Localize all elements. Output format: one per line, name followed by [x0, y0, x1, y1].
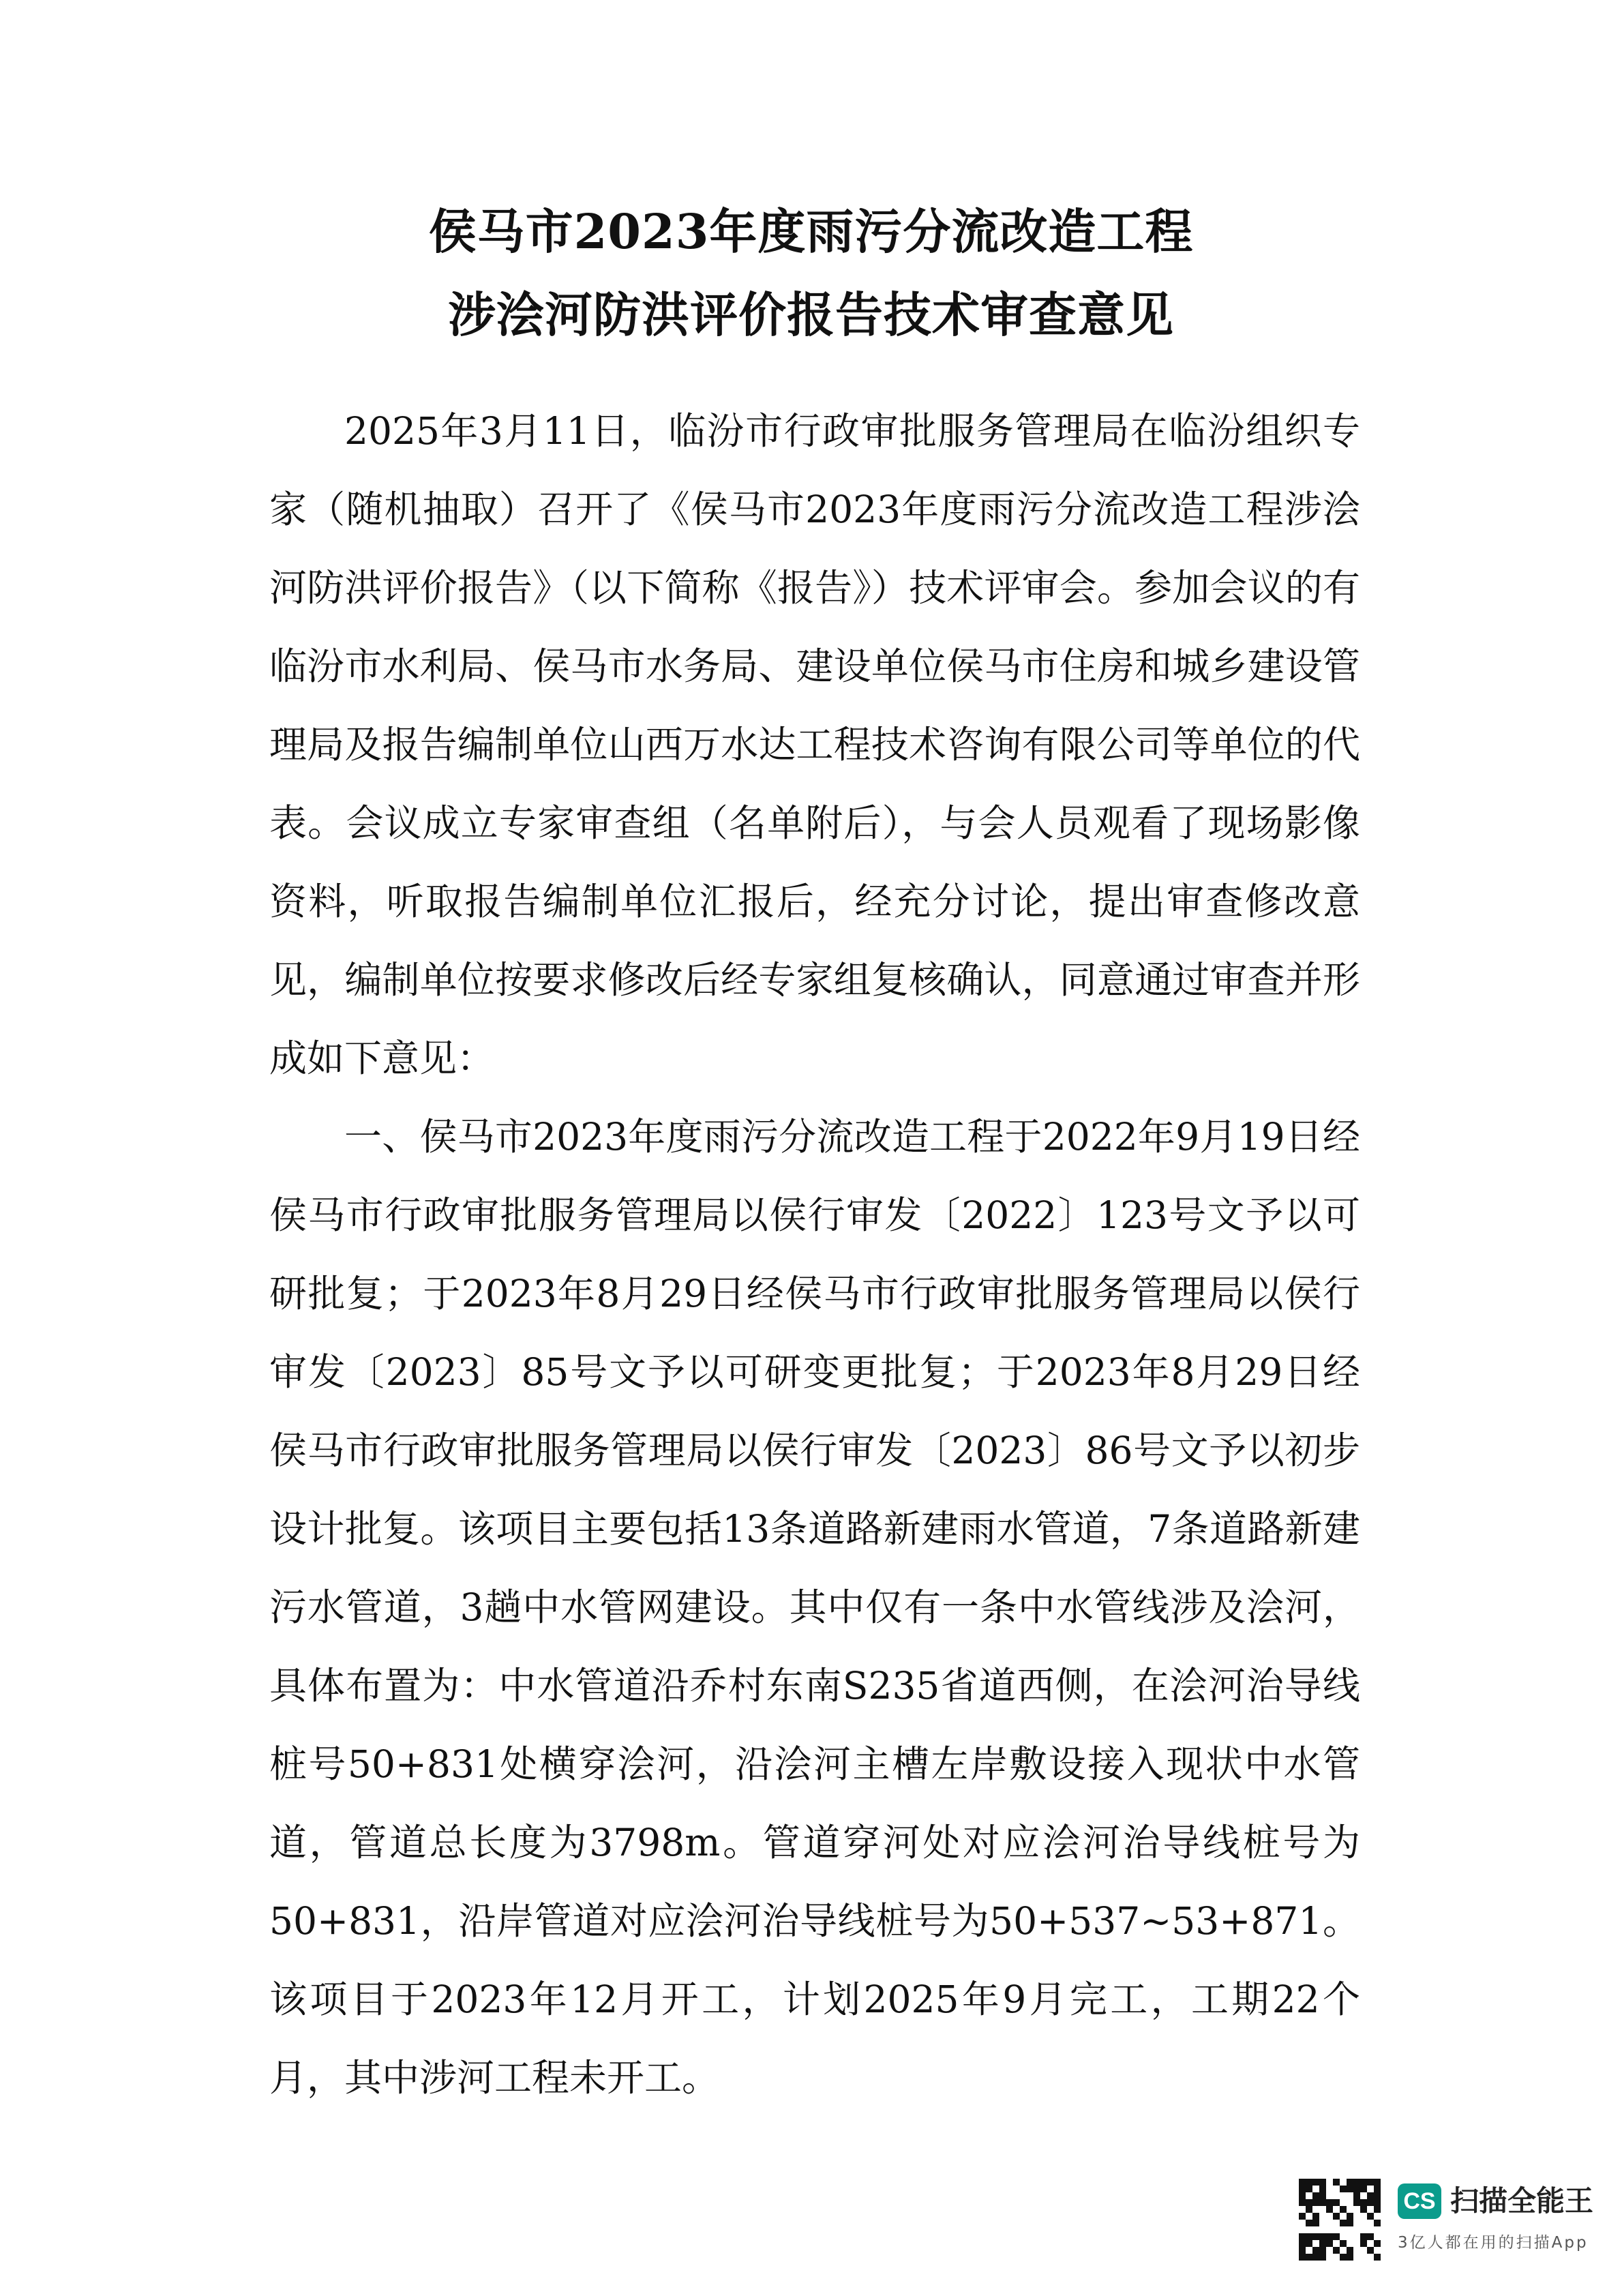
- qr-code-icon: [1299, 2179, 1381, 2261]
- paragraph-project-overview: 一、侯马市2023年度雨污分流改造工程于2022年9月19日经侯马市行政审批服务管理局以侯行审发〔2022〕123号文予以可研批复；于2023年8月29日经侯马市行政审批服务管理局以侯行审发〔2023〕85号文予以可研变更批复；于2023年8月29日经侯马市行政审批服务管理局以侯行审发〔2023〕86号文予以初步设计批复。该项目主要包括13条道路新建雨水管道，7条道路新建污水管道，3趟中水管网建设。其中仅有一条中水管线涉及浍河，具体布置为：中水管道沿乔村东南S235省道西侧，在浍河治导线桩号50+831处横穿浍河，沿浍河主槽左岸敷设接入现状中水管道，管道总长度为3798m。管道穿河处对应浍河治导线桩号为50+831，沿岸管道对应浍河治导线桩号为50+537~53+871。该项目于2023年12月开工，计划2025年9月完工，工期22个月，其中涉河工程未开工。: [269, 1115, 1360, 2100]
- scanner-brand-name: 扫描全能王: [1450, 2184, 1594, 2218]
- scanner-tagline: 3亿人都在用的扫描App: [1398, 2234, 1589, 2252]
- document-body: [269, 392, 1360, 2117]
- document-title-line-2: 涉浍河防洪评价报告技术审查意见: [448, 286, 1174, 343]
- camscanner-logo-icon: CS: [1398, 2183, 1441, 2219]
- scanner-watermark: [1299, 2175, 1592, 2278]
- paragraph-meeting-summary: 2025年3月11日，临汾市行政审批服务管理局在临汾组织专家（随机抽取）召开了《侯马市2023年度雨污分流改造工程涉浍河防洪评价报告》（以下简称《报告》）技术评审会。参加会议的有临汾市水利局、侯马市水务局、建设单位侯马市住房和城乡建设管理局及报告编制单位山西万水达工程技术咨询有限公司等单位的代表。会议成立专家审查组（名单附后），与会人员观看了现场影像资料，听取报告编制单位汇报后，经充分讨论，提出审查修改意见，编制单位按要求修改后经专家组复核确认，同意通过审查并形成如下意见：: [269, 409, 1360, 1080]
- document-title-line-1: 侯马市2023年度雨污分流改造工程: [428, 203, 1194, 260]
